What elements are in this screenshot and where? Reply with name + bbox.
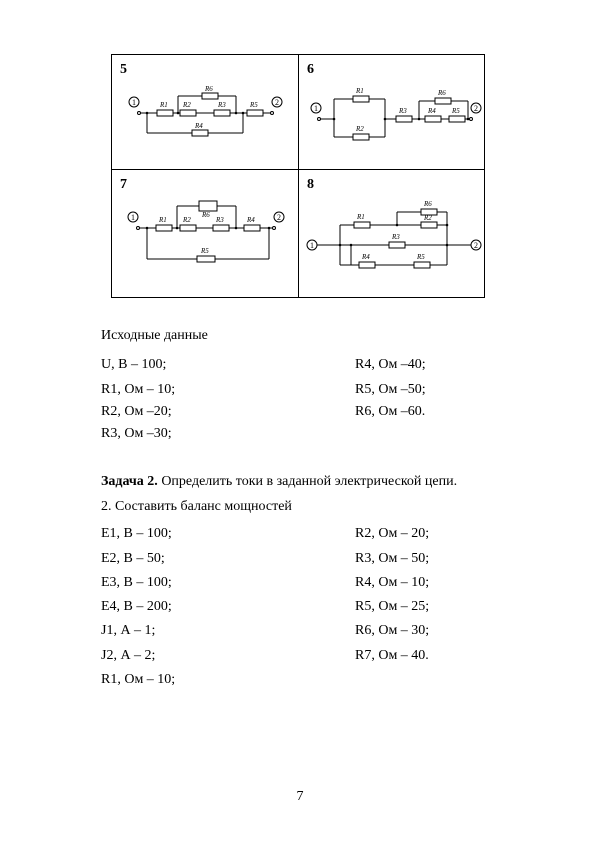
r4-label: R4 [195,122,203,130]
r6-label: R6 [205,85,213,93]
node-2-label: 2 [277,213,281,222]
task1-param: R4, Ом –40; [355,357,426,372]
r3-label: R3 [392,233,400,241]
r1-label: R1 [159,216,167,224]
task1-param: U, В – 100; [101,357,167,372]
circuit-7-cell [112,170,298,298]
node-2-label: 2 [474,241,478,250]
r2-label: R2 [183,101,191,109]
circuit-diagrams-table [111,54,485,298]
input-data-heading: Исходные данные [101,328,208,343]
r3-label: R3 [399,107,407,115]
task2-title [101,474,457,490]
task2-param: R2, Ом – 20; [355,526,430,541]
task2-param: E2, В – 50; [101,551,165,566]
r4-label: R4 [428,107,436,115]
r6-label: R6 [424,200,432,208]
circuit-7-drawing [112,170,298,298]
task2-subtitle: 2. Составить баланс мощностей [101,499,292,514]
task2-param: E1, В – 100; [101,526,172,541]
node-2-label: 2 [275,98,279,107]
task1-param: R2, Ом –20; [101,404,172,419]
r3-label: R3 [218,101,226,109]
task2-param: E4, В – 200; [101,599,172,614]
node-1-label: 1 [310,241,314,250]
r2-label: R2 [356,125,364,133]
task2-param: R7, Ом – 40. [355,648,429,663]
circuit-number: 5 [120,62,127,77]
r2-label: R2 [424,214,432,222]
node-1-label: 1 [132,98,136,107]
r5-label: R5 [417,253,425,261]
task2-param: R6, Ом – 30; [355,623,430,638]
r5-label: R5 [250,101,258,109]
circuit-number: 8 [307,177,314,192]
task2-param: R1, Ом – 10; [101,672,176,687]
task1-param: R3, Ом –30; [101,426,172,441]
task1-param: R1, Ом – 10; [101,382,176,397]
r6-label: R6 [438,89,446,97]
circuit-8-cell [299,170,486,298]
r4-label: R4 [362,253,370,261]
circuit-5-diagram [112,55,298,169]
task2-title-rest: Определить токи в заданной электрической цепи. [157,474,458,489]
r1-label: R1 [357,213,365,221]
r4-label: R4 [247,216,255,224]
r1-label: R1 [160,101,168,109]
task2-title-bold: Задача 2. [101,474,158,489]
r5-label: R5 [452,107,460,115]
r2-label: R2 [183,216,191,224]
task1-param: R5, Ом –50; [355,382,426,397]
node-1-label: 1 [314,104,318,113]
r3-label: R3 [216,216,224,224]
task2-param: R5, Ом – 25; [355,599,430,614]
r1-label: R1 [356,87,364,95]
task2-param: J1, А – 1; [101,623,156,638]
page-number: 7 [296,789,304,804]
node-2-label: 2 [474,104,478,113]
circuit-number: 6 [307,62,314,77]
r6-label: R6 [202,211,210,219]
circuit-8-diagram [299,170,486,298]
task2-param: J2, А – 2; [101,648,156,663]
circuit-6-diagram [299,55,486,169]
task1-param: R6, Ом –60. [355,404,426,419]
circuit-5-cell [112,55,298,169]
task2-param: R3, Ом – 50; [355,551,430,566]
task2-param: R4, Ом – 10; [355,575,430,590]
circuit-number: 7 [120,177,127,192]
task2-param: E3, В – 100; [101,575,172,590]
node-1-label: 1 [131,213,135,222]
r5-label: R5 [201,247,209,255]
circuit-6-cell [299,55,486,169]
